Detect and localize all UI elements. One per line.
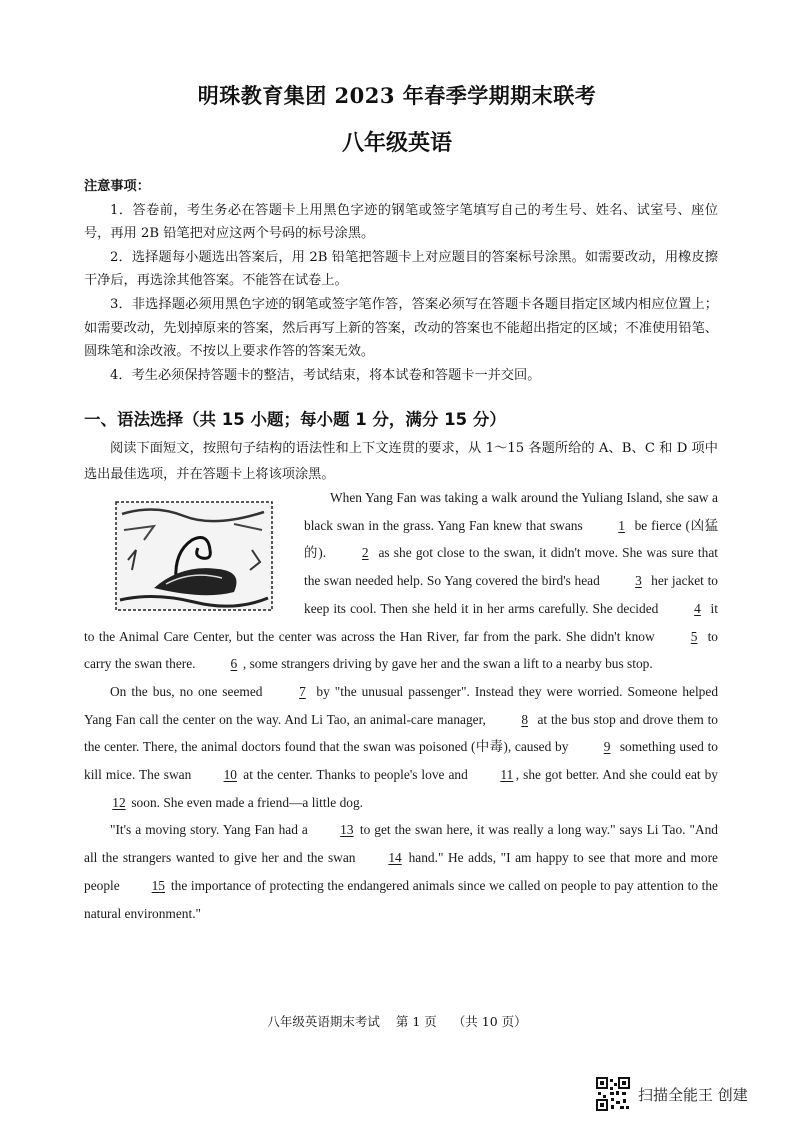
qr-code-icon [596, 1077, 630, 1111]
exam-title: 明珠教育集团 2023 年春季学期期末联考 [197, 83, 597, 108]
scanner-watermark [596, 1077, 748, 1111]
blank-11: 11 [500, 767, 514, 783]
notice-block [84, 175, 718, 387]
notice-item: 1．答卷前，考生务必在答题卡上用黑色字迹的钢笔或签字笔填写自己的考生号、姓名、试室号、座位号，再用 2B 铅笔把对应这两个号码的标号涂黑。 [84, 202, 718, 242]
blank-9: 9 [603, 739, 611, 755]
blank-1: 1 [618, 517, 625, 533]
blank-5: 5 [690, 628, 698, 644]
passage-paragraph-3: "It's a moving story. Yang Fan had a 13 to get the swan here, it was really a long way." says Li Tao. "And all the strangers wanted to give her and the swan 14 hand." He adds, "I am happy to see that more and more people 15 the importance of protecting the endangered animals since we called on people to pay attention to the natural environment." [84, 816, 718, 927]
blank-13: 13 [340, 822, 354, 838]
footer-subject: 八年级英语期末考试 [267, 1014, 380, 1029]
notice-item: 3．非选择题必须用黑色字迹的钢笔或签字笔作答，答案必须写在答题卡各题目指定区域内相应位置上；如需要改动，先划掉原来的答案，然后再写上新的答案，改动的答案也不能超出指定的区域；不准使用铅笔、圆珠笔和涂改液。不按以上要求作答的答案无效。 [84, 296, 718, 360]
blank-8: 8 [521, 711, 529, 727]
blank-14: 14 [388, 850, 402, 866]
blank-10: 10 [223, 767, 237, 783]
section-instruction: 阅读下面短文，按照句子结构的语法性和上下文连贯的要求，从 1～15 各题所给的 A、B、C 和 D 项中选出最佳选项，并在答题卡上将该项涂黑。 [84, 441, 718, 482]
watermark-text: 扫描全能王 创建 [638, 1085, 748, 1104]
notice-item: 4．考生必须保持答题卡的整洁，考试结束，将本试卷和答题卡一并交回。 [110, 367, 541, 383]
notice-item: 2．选择题每小题选出答案后，用 2B 铅笔把答题卡上对应题目的答案标号涂黑。如需要改动，用橡皮擦干净后，再选涂其他答案。不能答在试卷上。 [84, 249, 718, 289]
exam-subtitle: 八年级英语 [341, 130, 452, 156]
blank-12: 12 [112, 794, 126, 810]
reading-passage [84, 484, 718, 927]
footer-page-number: 第 1 页 [395, 1014, 437, 1029]
blank-15: 15 [151, 877, 165, 893]
blank-4: 4 [694, 600, 701, 616]
passage-paragraph-2: On the bus, no one seemed 7 by "the unusual passenger". Instead they were worried. Someone helped Yang Fan call the center on the way. And Li Tao, an animal-care manager, 8 at the bus stop and drove them to the center. There, the animal doctors found that the swan was poisoned (中毒), caused by 9 something used to kill mice. The swan 10 at the center. Thanks to people's love and 11 , she got better. And she could eat by 12 soon. She even made a friend—a little dog. [84, 678, 718, 817]
section-title: 一、语法选择（共 15 小题；每小题 1 分，满分 15 分） [84, 410, 506, 429]
page-footer [0, 1012, 794, 1030]
blank-6: 6 [230, 656, 238, 672]
passage-paragraph-1: When Yang Fan was taking a walk around the Yuliang Island, she saw a black swan in the grass. Yang Fan knew that swans 1 be fierce (凶猛的). 2 as she got close to the swan, it didn't move. She was sure that the swan needed help. So Yang covered the bird's head 3 her jacket to keep its cool. Then she held it in her arms carefully. She decided 4 it to the Animal Care Center, but the center was across the Han River, far from the park. She didn't know 5 to carry the swan there. 6 , some strangers driving by gave her and the swan a lift to a nearby bus stop. [84, 484, 718, 678]
notice-heading: 注意事项： [84, 179, 150, 194]
blank-2: 2 [361, 545, 369, 561]
blank-7: 7 [299, 683, 306, 699]
blank-3: 3 [635, 573, 642, 589]
footer-total-pages: （共 10 页） [452, 1014, 527, 1029]
swan-illustration [114, 500, 274, 612]
